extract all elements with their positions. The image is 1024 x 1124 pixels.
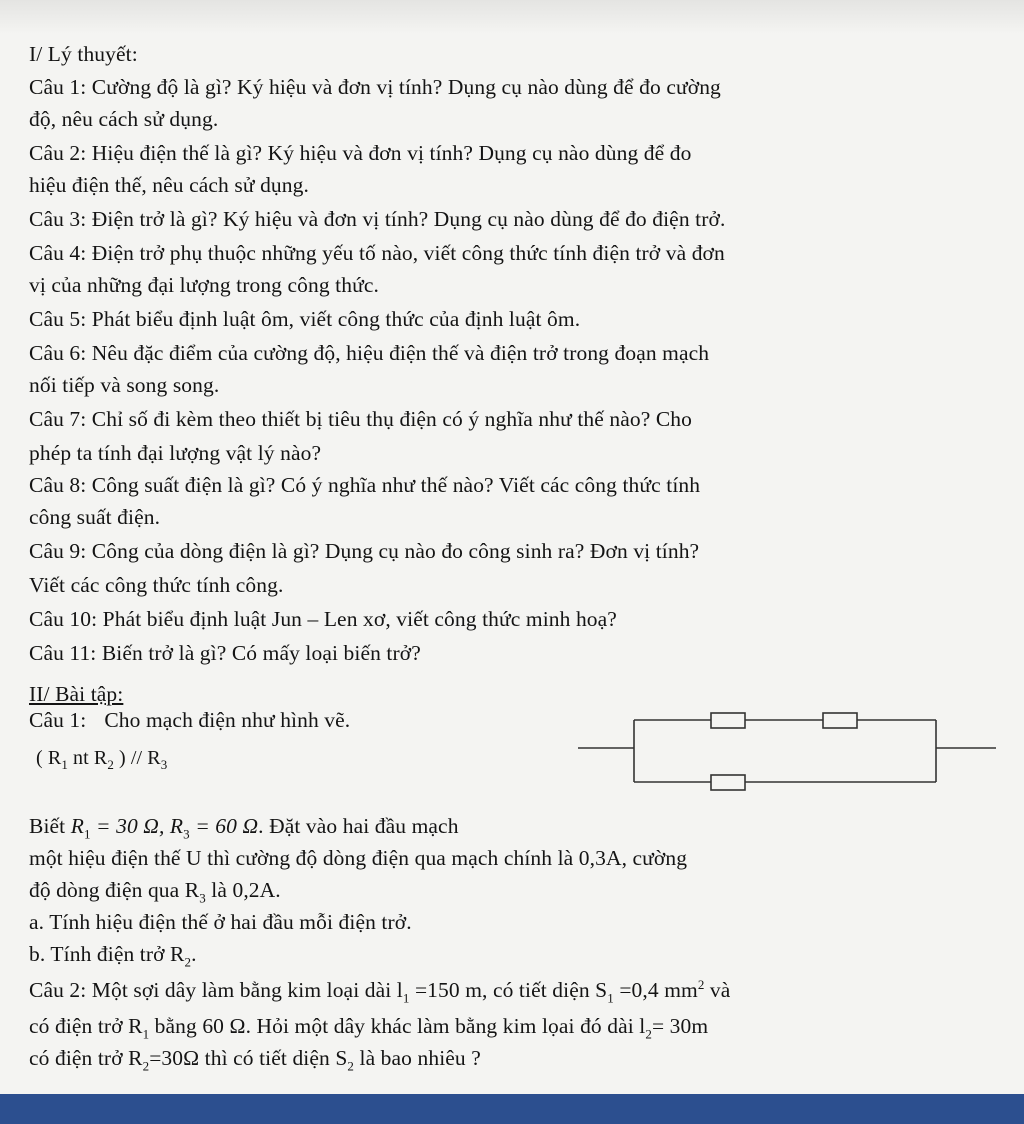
q1-part-b-sub: 2 xyxy=(184,954,192,970)
q2-line3-post: là bao nhiêu ? xyxy=(354,1046,481,1070)
q1-intro: Cho mạch điện như hình vẽ. xyxy=(104,708,351,732)
theory-line: Câu 6: Nêu đặc điểm của cường độ, hiệu điện thế và điện trở trong đoạn mạch xyxy=(29,341,710,365)
q1-line3-post: là 0,2A. xyxy=(205,878,281,902)
circuit-sub-1: 1 xyxy=(61,757,68,772)
q2-s1-sup: 2 xyxy=(697,976,705,992)
circuit-diagram xyxy=(578,702,998,798)
circuit-sub-3: 3 xyxy=(160,757,168,772)
theory-line: Câu 8: Công suất điện là gì? Có ý nghĩa như thế nào? Viết các công thức tính xyxy=(29,473,701,497)
q2-l1-sub: 1 xyxy=(402,990,410,1006)
theory-line: Câu 1: Cường độ là gì? Ký hiệu và đơn vị tính? Dụng cụ nào dùng để đo cường xyxy=(29,75,721,99)
theory-line: Câu 9: Công của dòng điện là gì? Dụng cụ nào đo công sinh ra? Đơn vị tính? xyxy=(29,539,700,563)
q1-label: Câu 1: xyxy=(29,708,87,732)
given-r1-sub: 1 xyxy=(83,826,91,842)
given-pre: Biết xyxy=(29,814,71,838)
top-shadow xyxy=(0,0,1024,34)
q1-part-b xyxy=(29,940,197,968)
q1-line3-sub: 3 xyxy=(199,890,206,906)
given-r3-value: = 60 Ω xyxy=(189,814,259,838)
theory-line: Câu 2: Hiệu điện thế là gì? Ký hiệu và đơn vị tính? Dụng cụ nào dùng để đo xyxy=(29,141,692,165)
given-r3-symbol: R xyxy=(169,814,184,838)
theory-line: Câu 3: Điện trở là gì? Ký hiệu và đơn vị tính? Dụng cụ nào dùng để đo điện trở. xyxy=(29,207,726,231)
circuit-sub-2: 2 xyxy=(107,757,114,772)
section2-heading: II/ Bài tập: xyxy=(29,682,124,706)
theory-line: Câu 7: Chỉ số đi kèm theo thiết bị tiêu thụ điện có ý nghĩa như thế nào? Cho xyxy=(29,407,692,431)
given-r1-value: = 30 Ω, xyxy=(90,814,170,838)
circuit-formula xyxy=(36,744,167,772)
q2-line2-post: = 30m xyxy=(651,1014,709,1038)
bottom-bar xyxy=(0,1094,1024,1124)
theory-line: công suất điện. xyxy=(29,505,161,529)
q2-s1-sub: 1 xyxy=(607,990,614,1006)
q2-line2-mid: bằng 60 Ω. Hỏi một dây khác làm bằng kim lọai đó dài l xyxy=(149,1014,646,1038)
circuit-text-mid: nt R xyxy=(67,747,108,769)
circuit-text-open: ( R xyxy=(36,747,62,769)
q2-line3 xyxy=(29,1044,481,1072)
theory-line: vị của những đại lượng trong công thức. xyxy=(29,273,379,297)
q2-line1-pre: Câu 2: Một sợi dây làm bằng kim loại dài l xyxy=(29,978,403,1002)
q2-line1-post: và xyxy=(704,978,731,1002)
q1-line2: một hiệu điện thế U thì cường độ dòng điện qua mạch chính là 0,3A, cường xyxy=(29,846,688,870)
q2-r2-value: =30Ω thì có tiết diện S xyxy=(149,1046,348,1070)
theory-line: Câu 11: Biến trở là gì? Có mấy loại biến trở? xyxy=(29,641,421,665)
q1-part-b-pre: b. Tính điện trở R xyxy=(29,942,185,966)
section1-heading: I/ Lý thuyết: xyxy=(29,42,138,66)
q2-s2-sub: 2 xyxy=(347,1058,355,1074)
theory-line: nối tiếp và song song. xyxy=(29,373,220,397)
q1-given-line xyxy=(29,812,459,840)
q2-l1-value: =150 m, có tiết diện S xyxy=(409,978,608,1002)
circuit-text-par: ) // R xyxy=(113,747,161,769)
theory-line: độ, nêu cách sử dụng. xyxy=(29,107,219,131)
q1-intro-line xyxy=(29,706,350,734)
q1-part-b-post: . xyxy=(191,942,197,966)
given-r3-sub: 3 xyxy=(183,826,190,842)
q2-s1-value: =0,4 mm xyxy=(613,978,698,1002)
q2-r1-sub: 1 xyxy=(142,1026,150,1042)
q1-line3-pre: độ dòng điện qua R xyxy=(29,878,200,902)
resistor-r2 xyxy=(823,713,857,728)
q1-line3 xyxy=(29,876,281,904)
theory-line: Viết các công thức tính công. xyxy=(29,573,284,597)
resistor-r3 xyxy=(711,775,745,790)
theory-line: Câu 5: Phát biểu định luật ôm, viết công thức của định luật ôm. xyxy=(29,307,581,331)
q2-r2-sub: 2 xyxy=(142,1058,150,1074)
resistor-r1 xyxy=(711,713,745,728)
given-post: . Đặt vào hai đầu mạch xyxy=(258,814,459,838)
theory-line: Câu 4: Điện trở phụ thuộc những yếu tố nào, viết công thức tính điện trở và đơn xyxy=(29,241,725,265)
q1-part-a: a. Tính hiệu điện thế ở hai đầu mỗi điện trở. xyxy=(29,910,412,934)
theory-line: hiệu điện thế, nêu cách sử dụng. xyxy=(29,173,309,197)
theory-line: phép ta tính đại lượng vật lý nào? xyxy=(29,441,322,465)
q2-line3-pre: có điện trở R xyxy=(29,1046,143,1070)
q2-line1 xyxy=(29,976,730,1004)
q2-line2-pre: có điện trở R xyxy=(29,1014,143,1038)
q2-line2 xyxy=(29,1012,708,1040)
given-r1-symbol: R xyxy=(70,814,84,838)
q2-l2-sub: 2 xyxy=(645,1026,652,1042)
theory-line: Câu 10: Phát biểu định luật Jun – Len xơ, viết công thức minh hoạ? xyxy=(29,607,617,631)
